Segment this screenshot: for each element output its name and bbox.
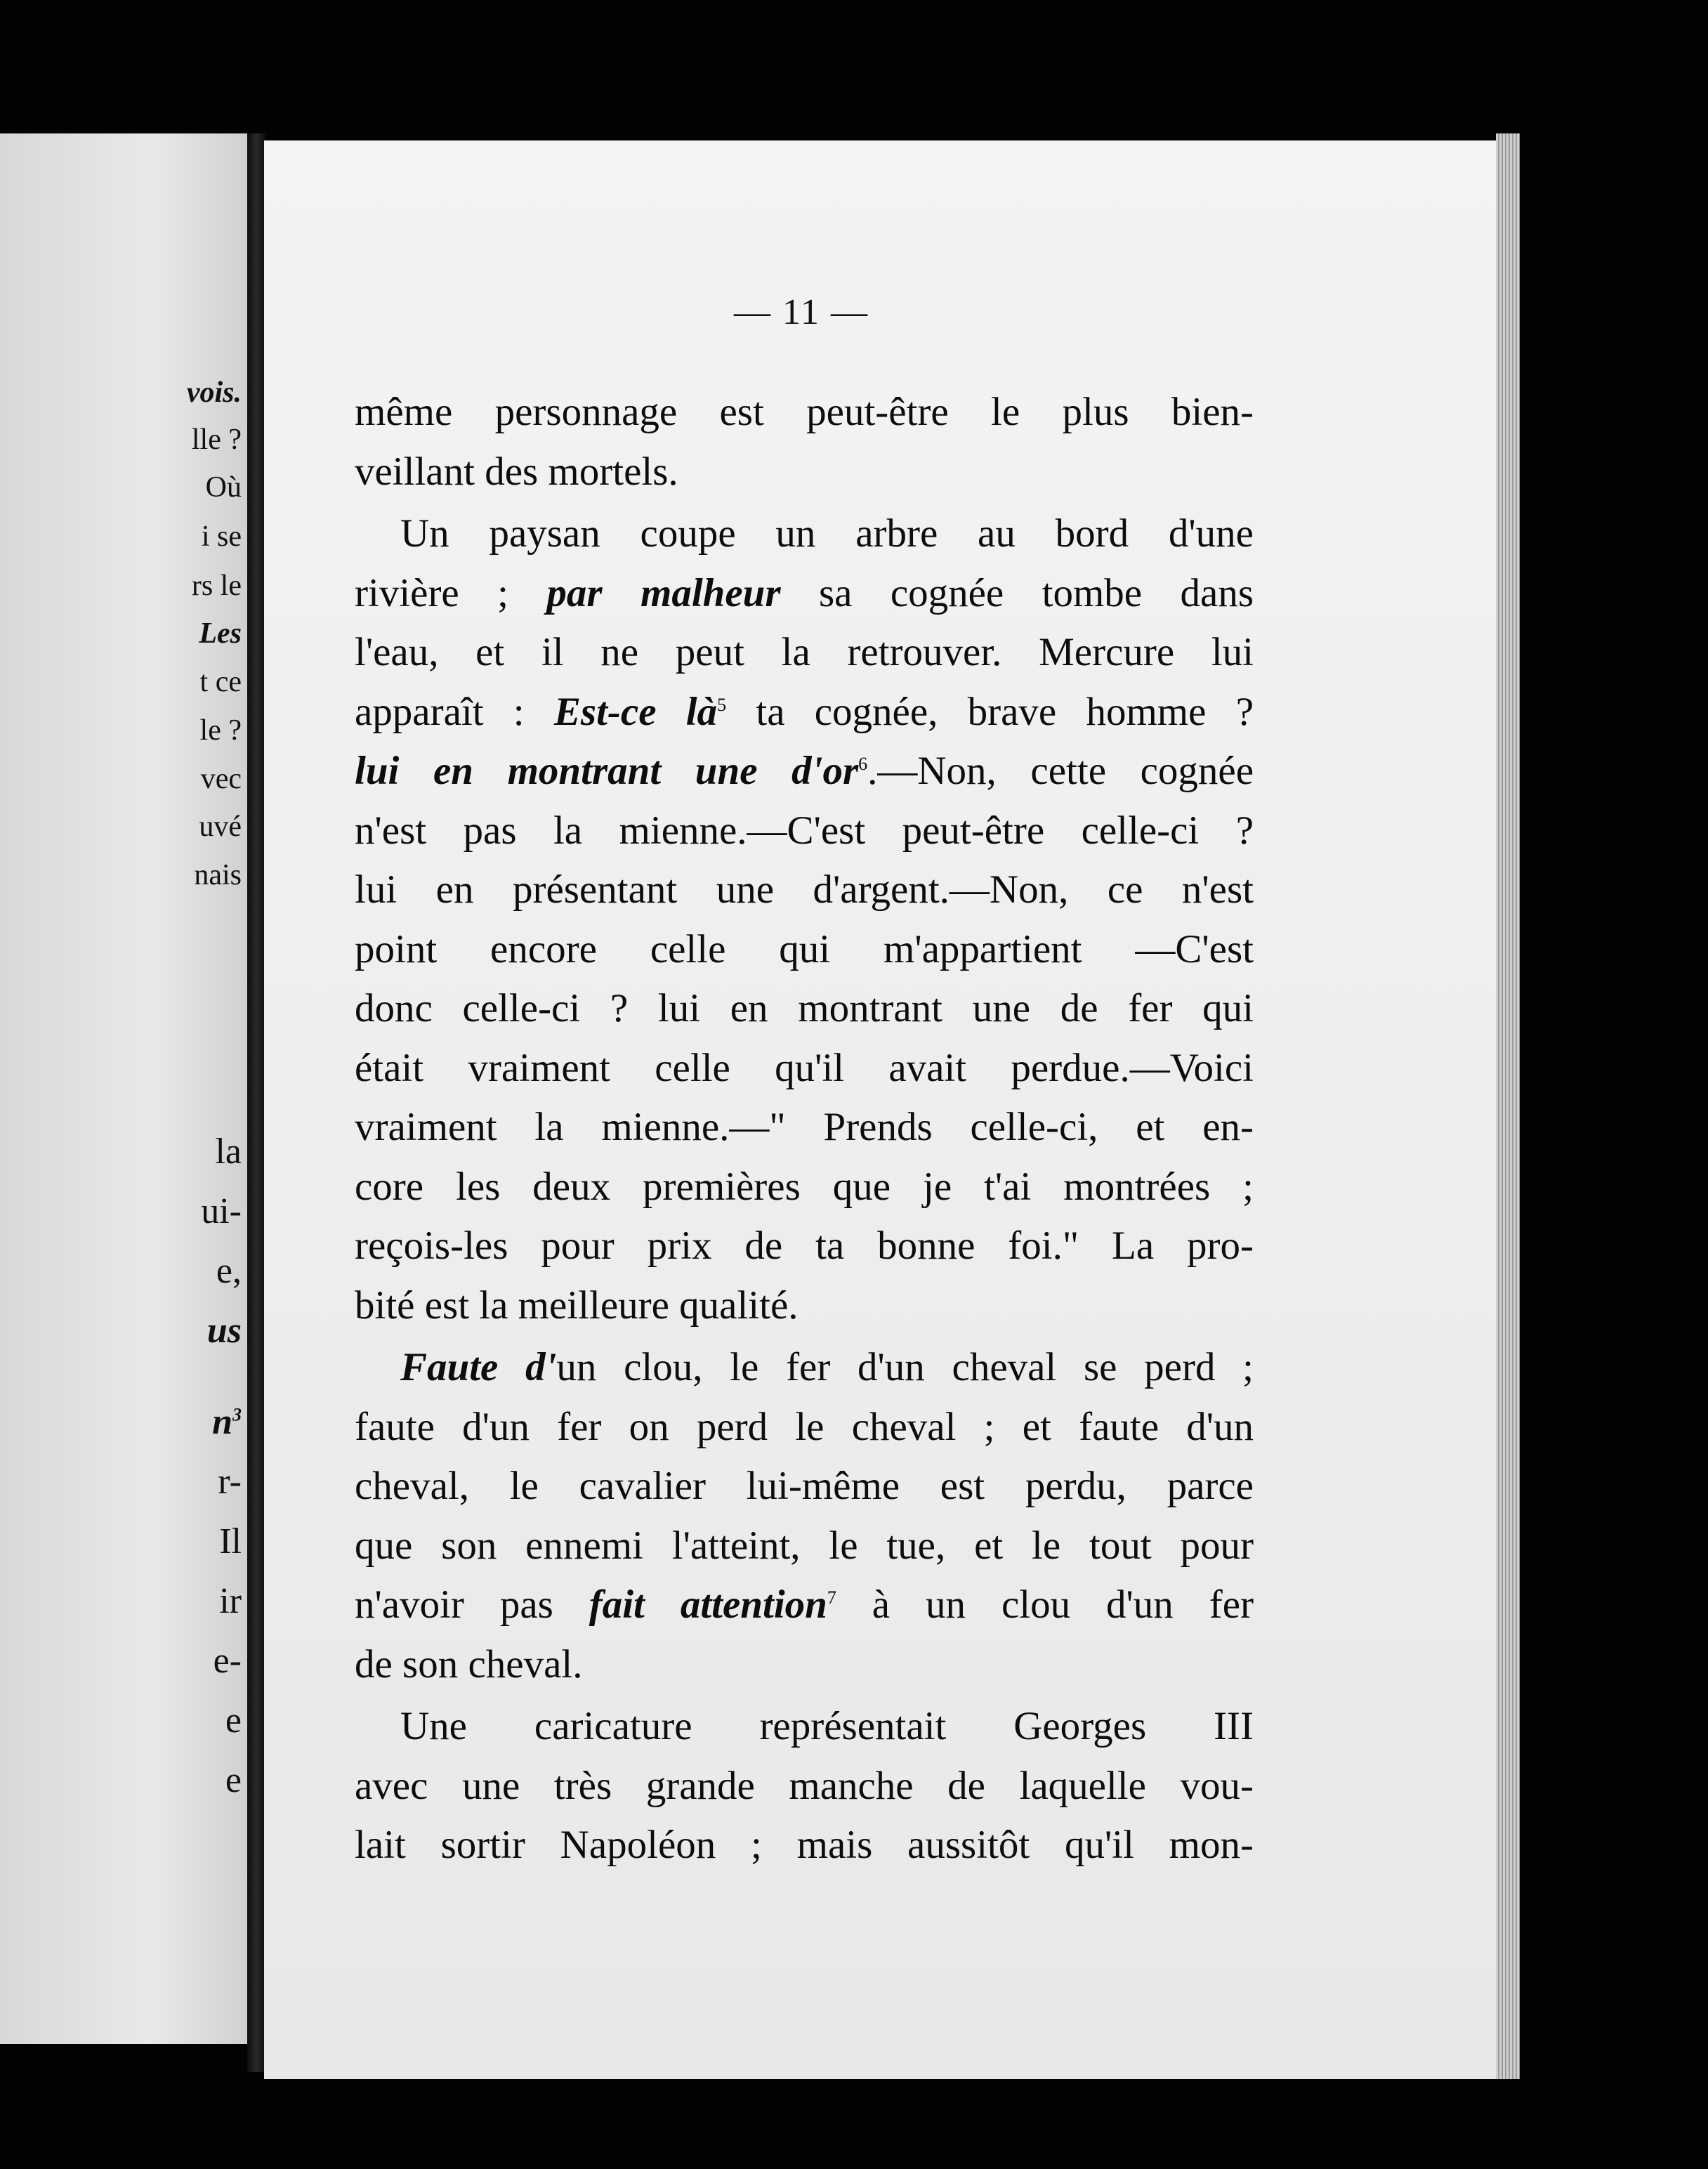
- left-fragment: e: [225, 1760, 242, 1800]
- text-line: n'est pas la mienne.—C'est peut-être celle-ci ?: [355, 808, 1254, 853]
- text-line: core les deux premières que je t'ai montrées ;: [355, 1164, 1254, 1209]
- page-edges: [1496, 133, 1520, 2079]
- left-fragment: la: [215, 1132, 242, 1172]
- italic-phrase: par malheur: [546, 570, 781, 615]
- text-line: cheval, le cavalier lui-même est perdu, parce: [355, 1464, 1254, 1508]
- text-line: que son ennemi l'atteint, le tue, et le tout pour: [355, 1523, 1254, 1568]
- text-line: bité est la meilleure qualité.: [355, 1283, 799, 1328]
- left-fragment: uvé: [199, 811, 242, 843]
- text-line: veillant des mortels.: [355, 449, 678, 494]
- italic-phrase: fait attention: [589, 1582, 827, 1627]
- text-line: de son cheval.: [355, 1642, 583, 1686]
- text-line: Faute d'un clou, le fer d'un cheval se perd ;: [400, 1345, 1254, 1389]
- footnote-marker: 7: [827, 1587, 836, 1608]
- left-fragment: i se: [201, 520, 242, 553]
- left-fragment: vois.: [186, 376, 242, 409]
- left-fragment: e: [225, 1701, 242, 1741]
- text-line: lui en montrant une $d'or^6.—Non$, cette cognée: [355, 749, 1254, 793]
- footnote-marker: 5: [717, 694, 727, 715]
- left-fragment: e,: [216, 1251, 242, 1291]
- left-page: [0, 133, 253, 2044]
- text-line: reçois-les pour prix de ta bonne foi." La pro-: [355, 1224, 1254, 1268]
- left-fragment: Il: [219, 1521, 242, 1561]
- left-fragment: $n^3$: [212, 1402, 242, 1442]
- text-line: l'eau, et il ne peut la retrouver. Mercure lui: [355, 630, 1254, 674]
- text-line: lait sortir Napoléon ; mais aussitôt qu'il mon-: [355, 1823, 1254, 1867]
- left-fragment: rs le: [191, 570, 242, 602]
- footnote-marker: 6: [858, 754, 868, 774]
- left-fragment: nais: [194, 859, 242, 891]
- left-fragment: lle ?: [191, 424, 242, 456]
- text-line: faute d'un fer on perd le cheval ; et faute d'un: [355, 1404, 1254, 1449]
- text-line: donc celle-ci ? lui en montrant une de fer qui: [355, 986, 1254, 1030]
- left-fragment: vec: [200, 763, 242, 795]
- italic-phrase: Est-ce là: [553, 689, 718, 734]
- text-line: lui en présentant une d'argent.—Non, ce n'est: [355, 867, 1254, 912]
- book-spine: [247, 133, 265, 2072]
- left-fragment: ui-: [201, 1191, 242, 1231]
- text-line: était vraiment celle qu'il avait perdue.—Voici: [355, 1045, 1254, 1090]
- text-line: même personnage est peut-être le plus bien-: [355, 390, 1254, 434]
- text-line: n'avoir pas fait attention$^7$ à un clou d'un fer: [355, 1582, 1254, 1627]
- left-fragment: e-: [213, 1641, 242, 1681]
- text-line: apparaît : Est-ce $là^5$ ta cognée, brave homme ?: [355, 689, 1254, 734]
- left-fragment: Les: [199, 617, 242, 650]
- text-line: Un paysan coupe un arbre au bord d'une: [400, 511, 1254, 556]
- left-page-text: [0, 133, 246, 2044]
- italic-phrase: Faute d': [400, 1345, 557, 1389]
- text-line: rivière ; par malheur sa cognée tombe dans: [355, 570, 1254, 615]
- text-line: vraiment la mienne.—" Prends celle-ci, et en-: [355, 1105, 1254, 1149]
- left-fragment: us: [206, 1311, 242, 1351]
- italic-phrase: lui en montrant une d'or: [355, 749, 859, 793]
- text-line: avec une très grande manche de laquelle vou-: [355, 1763, 1254, 1808]
- page-number: — 11 —: [733, 292, 869, 332]
- left-fragment: Où: [205, 471, 242, 504]
- left-fragment: t ce: [199, 666, 242, 698]
- text-line: point encore celle qui m'appartient —C'est: [355, 926, 1254, 971]
- left-fragment: ir: [219, 1581, 242, 1621]
- page-body: [355, 383, 1254, 1875]
- left-fragment: r-: [218, 1462, 242, 1502]
- left-fragment: le ?: [199, 714, 242, 747]
- text-line: Une caricature représentait Georges III: [400, 1704, 1254, 1748]
